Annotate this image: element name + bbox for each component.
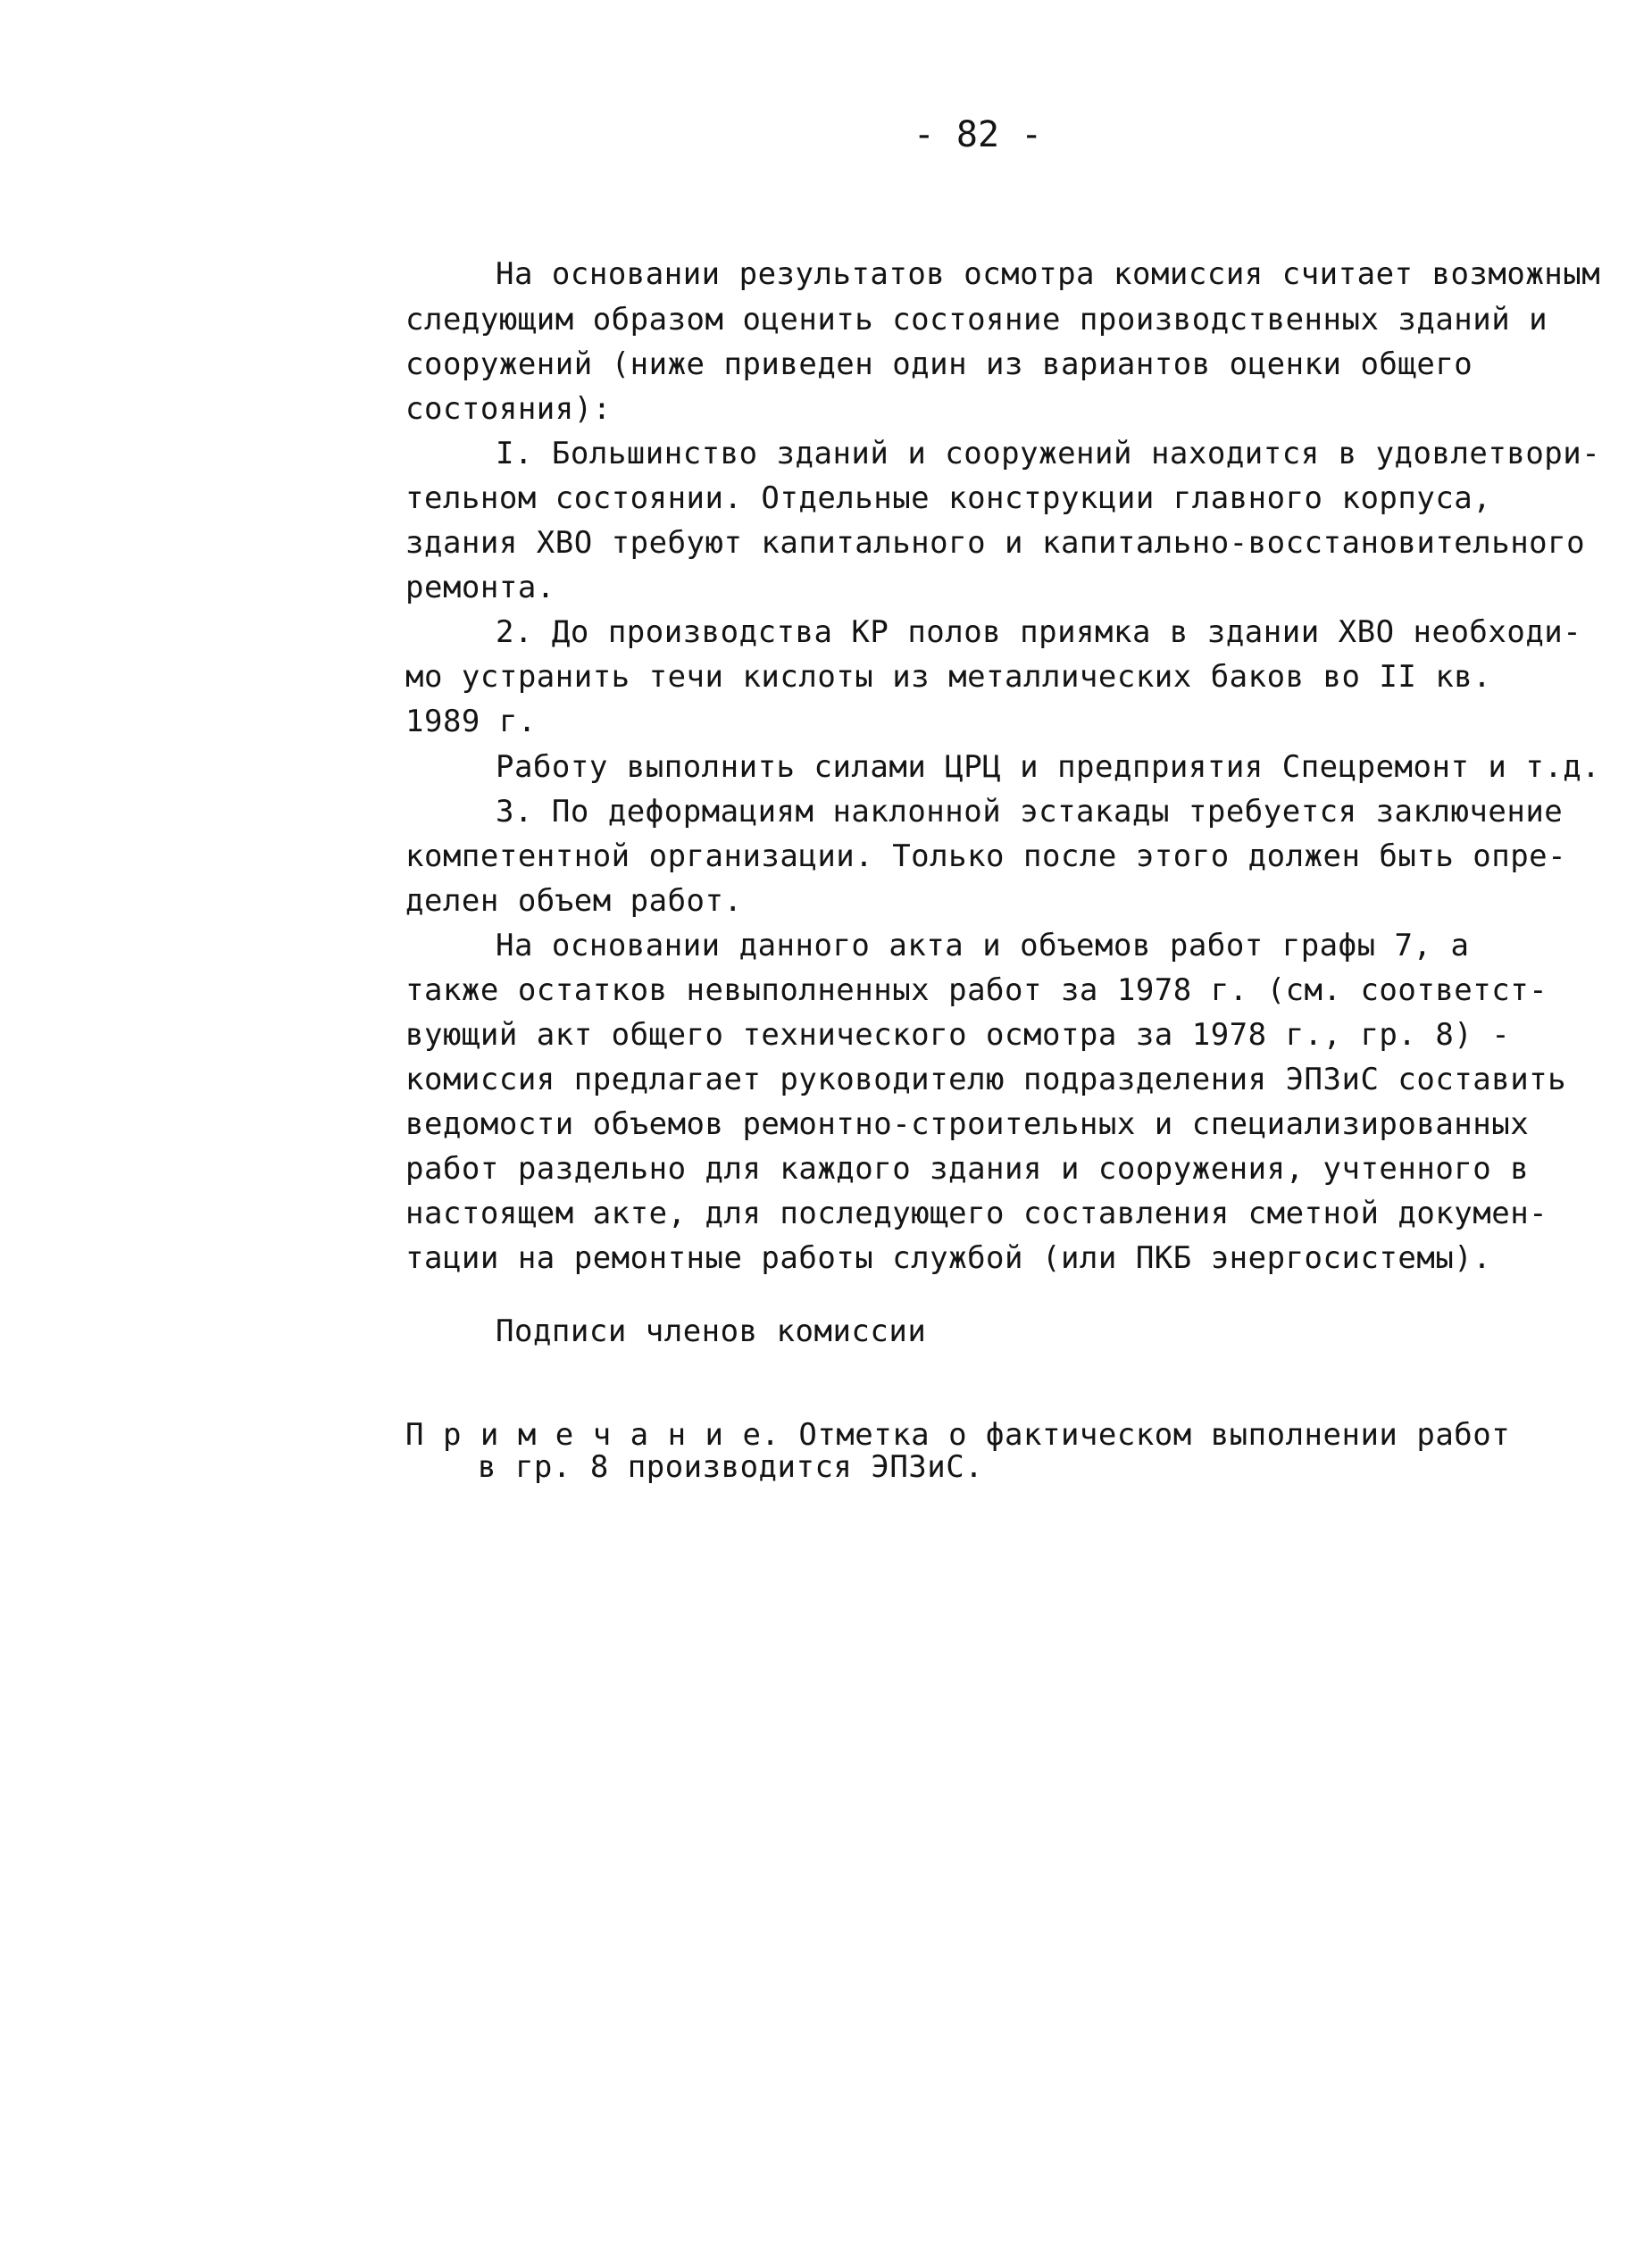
paragraph-line: ведомости объемов ремонтно-строительных и специализированных (405, 1106, 1530, 1142)
paragraph-line: сооружений (ниже приведен один из вариантов оценки общего (405, 346, 1473, 382)
paragraph-line: На основании данного акта и объемов работ графы 7, а (496, 928, 1470, 963)
paragraph-line: 2. До производства КР полов приямка в здании ХВО необходи- (496, 614, 1582, 650)
paragraph-line: также остатков невыполненных работ за 1978 г. (см. соответст- (405, 972, 1548, 1008)
paragraph-line: делен объем работ. (405, 883, 743, 919)
paragraph-line: 1989 г. (405, 704, 537, 739)
paragraph-line: тельном состоянии. Отдельные конструкции главного корпуса, (405, 480, 1492, 516)
note-line: в гр. 8 производится ЭПЗиС. (478, 1449, 984, 1485)
paragraph-line: вующий акт общего технического осмотра за 1978 г., гр. 8) - (405, 1017, 1511, 1053)
paragraph-line: состояния): (405, 391, 612, 427)
paragraph-line: настоящем акте, для последующего составления сметной докумен- (405, 1196, 1548, 1231)
paragraph-line: работ раздельно для каждого здания и сооружения, учтенного в (405, 1151, 1530, 1187)
paragraph-line: тации на ремонтные работы службой (или ПКБ энергосистемы). (405, 1240, 1492, 1276)
paragraph-line: комиссия предлагает руководителю подразделения ЭПЗиС составить (405, 1062, 1567, 1097)
paragraph-line: Работу выполнить силами ЦРЦ и предприятия Спецремонт и т.д. (496, 749, 1601, 785)
paragraph-line: На основании результатов осмотра комиссия считает возможным (496, 256, 1601, 292)
paragraph-line: I. Большинство зданий и сооружений находится в удовлетвори- (496, 436, 1601, 471)
paragraph-line: ремонта. (405, 570, 555, 605)
paragraph-line: мо устранить течи кислоты из металлических баков во II кв. (405, 659, 1492, 695)
signatures-line: Подписи членов комиссии (496, 1313, 927, 1349)
paragraph-line: здания ХВО требуют капитального и капитально-восстановительного (405, 525, 1586, 561)
note-line: П р и м е ч а н и е. Отметка о фактическом выполнении работ (405, 1417, 1511, 1453)
paragraph-line: компетентной организации. Только после этого должен быть опре- (405, 838, 1567, 874)
page-number: - 82 - (913, 114, 1043, 155)
paragraph-line: 3. По деформациям наклонной эстакады требуется заключение (496, 794, 1564, 830)
paragraph-line: следующим образом оценить состояние производственных зданий и (405, 302, 1548, 338)
